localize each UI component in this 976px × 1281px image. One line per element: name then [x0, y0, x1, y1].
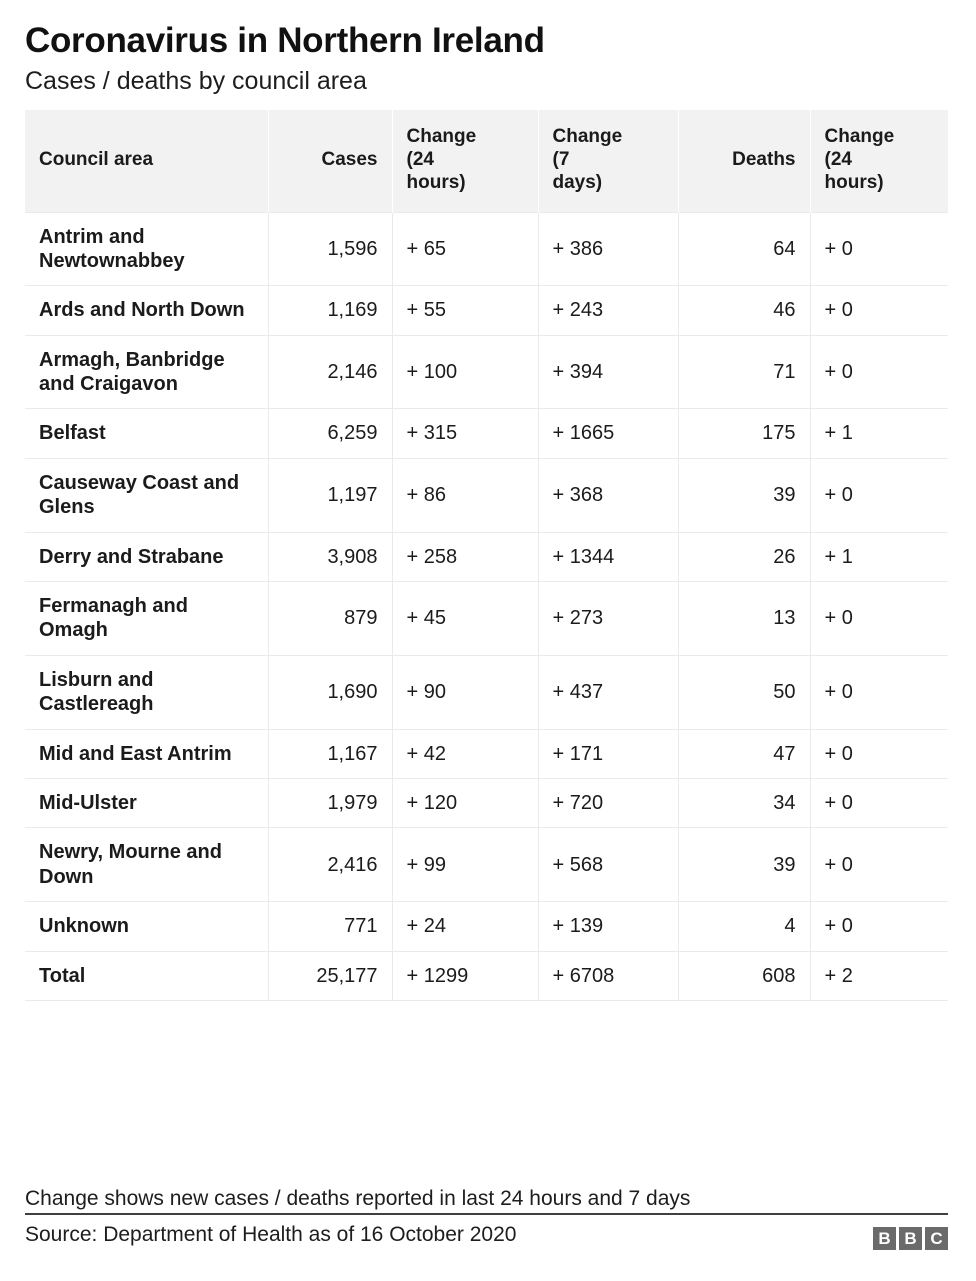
- cell-change-7-days: + 720: [538, 778, 678, 827]
- table-row: [25, 729, 948, 778]
- cell-change-7-days: + 1344: [538, 532, 678, 581]
- table-header: [25, 110, 948, 212]
- cell-council-area: Unknown: [25, 902, 268, 951]
- cell-deaths-change-24-hours: + 0: [810, 286, 948, 335]
- column-header-change-24-line3: hours): [406, 172, 466, 194]
- cell-deaths-change-24-hours: + 0: [810, 335, 948, 409]
- cell-council-area: Derry and Strabane: [25, 532, 268, 581]
- cell-deaths: 26: [678, 532, 810, 581]
- cell-council-area: Causeway Coast and Glens: [25, 458, 268, 532]
- table-row: [25, 655, 948, 729]
- table-row: [25, 409, 948, 458]
- cell-deaths: 13: [678, 582, 810, 656]
- cell-deaths: 39: [678, 458, 810, 532]
- cell-cases: 1,169: [268, 286, 392, 335]
- cell-deaths-change-24-hours: + 0: [810, 778, 948, 827]
- cell-council-area: Mid and East Antrim: [25, 729, 268, 778]
- cell-cases: 1,979: [268, 778, 392, 827]
- cell-cases: 1,596: [268, 212, 392, 286]
- cell-change-7-days: + 273: [538, 582, 678, 656]
- bbc-logo: [873, 1227, 948, 1250]
- table-header-row: [25, 110, 948, 212]
- column-header-council-area: Council area: [25, 110, 268, 212]
- data-table-container: [25, 110, 948, 1001]
- cell-change-24-hours: + 90: [392, 655, 538, 729]
- cell-deaths-change-24-hours: + 2: [810, 951, 948, 1000]
- cell-deaths-change-24-hours: + 0: [810, 729, 948, 778]
- cell-change-24-hours: + 45: [392, 582, 538, 656]
- table-row: [25, 902, 948, 951]
- cell-change-24-hours: + 65: [392, 212, 538, 286]
- table-row: [25, 828, 948, 902]
- cell-cases: 3,908: [268, 532, 392, 581]
- table-row: [25, 458, 948, 532]
- column-header-deaths: Deaths: [678, 110, 810, 212]
- cell-council-area: Newry, Mourne and Down: [25, 828, 268, 902]
- table-body: [25, 212, 948, 1000]
- cell-deaths-change-24-hours: + 0: [810, 655, 948, 729]
- cell-deaths-change-24-hours: + 0: [810, 212, 948, 286]
- cell-change-24-hours: + 100: [392, 335, 538, 409]
- cell-change-24-hours: + 258: [392, 532, 538, 581]
- column-header-change-7-line3: days): [552, 172, 603, 194]
- cell-cases: 6,259: [268, 409, 392, 458]
- cell-deaths: 608: [678, 951, 810, 1000]
- footer-divider: [25, 1213, 948, 1215]
- cell-change-7-days: + 139: [538, 902, 678, 951]
- table-note: Change shows new cases / deaths reported in last 24 hours and 7 days: [25, 1187, 691, 1210]
- bbc-logo-letter: C: [925, 1227, 948, 1250]
- cell-council-area: Fermanagh and Omagh: [25, 582, 268, 656]
- column-header-change-7-line2: (7: [552, 149, 570, 171]
- cell-deaths: 50: [678, 655, 810, 729]
- cell-council-area: Armagh, Banbridge and Craigavon: [25, 335, 268, 409]
- table-row: [25, 335, 948, 409]
- cell-deaths-change-24-hours: + 0: [810, 458, 948, 532]
- cell-council-area: Belfast: [25, 409, 268, 458]
- cell-change-7-days: + 368: [538, 458, 678, 532]
- cell-cases: 771: [268, 902, 392, 951]
- column-header-deaths-change-line2: (24: [824, 149, 852, 171]
- cell-deaths-change-24-hours: + 0: [810, 902, 948, 951]
- cell-change-24-hours: + 315: [392, 409, 538, 458]
- cell-deaths: 175: [678, 409, 810, 458]
- cell-change-7-days: + 171: [538, 729, 678, 778]
- table-row: [25, 582, 948, 656]
- cell-deaths: 46: [678, 286, 810, 335]
- cell-change-24-hours: + 99: [392, 828, 538, 902]
- cell-deaths: 71: [678, 335, 810, 409]
- column-header-deaths-change-line3: hours): [824, 172, 884, 194]
- column-header-change-24-hours: [392, 110, 538, 212]
- cell-cases: 25,177: [268, 951, 392, 1000]
- column-header-deaths-change-line1: Change: [824, 125, 895, 147]
- cell-council-area: Ards and North Down: [25, 286, 268, 335]
- page-title: Coronavirus in Northern Ireland: [25, 21, 545, 60]
- cell-cases: 2,416: [268, 828, 392, 902]
- cell-change-7-days: + 394: [538, 335, 678, 409]
- cell-change-7-days: + 568: [538, 828, 678, 902]
- cell-cases: 1,167: [268, 729, 392, 778]
- cell-deaths: 4: [678, 902, 810, 951]
- cell-deaths: 39: [678, 828, 810, 902]
- cell-deaths: 47: [678, 729, 810, 778]
- table-row: [25, 951, 948, 1000]
- column-header-change-7-line1: Change: [552, 125, 623, 147]
- column-header-cases: Cases: [268, 110, 392, 212]
- cell-deaths: 34: [678, 778, 810, 827]
- cell-council-area: Mid-Ulster: [25, 778, 268, 827]
- cell-change-7-days: + 1665: [538, 409, 678, 458]
- cell-cases: 1,690: [268, 655, 392, 729]
- column-header-change-24-line1: Change: [406, 125, 477, 147]
- cell-council-area: Lisburn and Castlereagh: [25, 655, 268, 729]
- cell-council-area: Total: [25, 951, 268, 1000]
- cell-deaths: 64: [678, 212, 810, 286]
- cell-deaths-change-24-hours: + 1: [810, 532, 948, 581]
- bbc-logo-letter: B: [899, 1227, 922, 1250]
- table-row: [25, 532, 948, 581]
- table-row: [25, 212, 948, 286]
- cell-deaths-change-24-hours: + 0: [810, 582, 948, 656]
- cell-cases: 2,146: [268, 335, 392, 409]
- cell-change-24-hours: + 86: [392, 458, 538, 532]
- cell-council-area: Antrim and Newtownabbey: [25, 212, 268, 286]
- cell-change-7-days: + 243: [538, 286, 678, 335]
- column-header-change-7-days: [538, 110, 678, 212]
- cell-change-24-hours: + 120: [392, 778, 538, 827]
- covid-council-table: [25, 110, 948, 1001]
- column-header-change-24-line2: (24: [406, 149, 434, 171]
- cell-change-24-hours: + 1299: [392, 951, 538, 1000]
- cell-cases: 879: [268, 582, 392, 656]
- cell-change-7-days: + 386: [538, 212, 678, 286]
- cell-change-24-hours: + 42: [392, 729, 538, 778]
- bbc-logo-letter: B: [873, 1227, 896, 1250]
- cell-deaths-change-24-hours: + 0: [810, 828, 948, 902]
- table-row: [25, 778, 948, 827]
- source-line: Source: Department of Health as of 16 October 2020: [25, 1223, 517, 1246]
- table-row: [25, 286, 948, 335]
- cell-cases: 1,197: [268, 458, 392, 532]
- cell-change-24-hours: + 55: [392, 286, 538, 335]
- cell-change-7-days: + 6708: [538, 951, 678, 1000]
- page-subtitle: Cases / deaths by council area: [25, 67, 367, 95]
- column-header-deaths-change-24-hours: [810, 110, 948, 212]
- cell-change-7-days: + 437: [538, 655, 678, 729]
- cell-change-24-hours: + 24: [392, 902, 538, 951]
- cell-deaths-change-24-hours: + 1: [810, 409, 948, 458]
